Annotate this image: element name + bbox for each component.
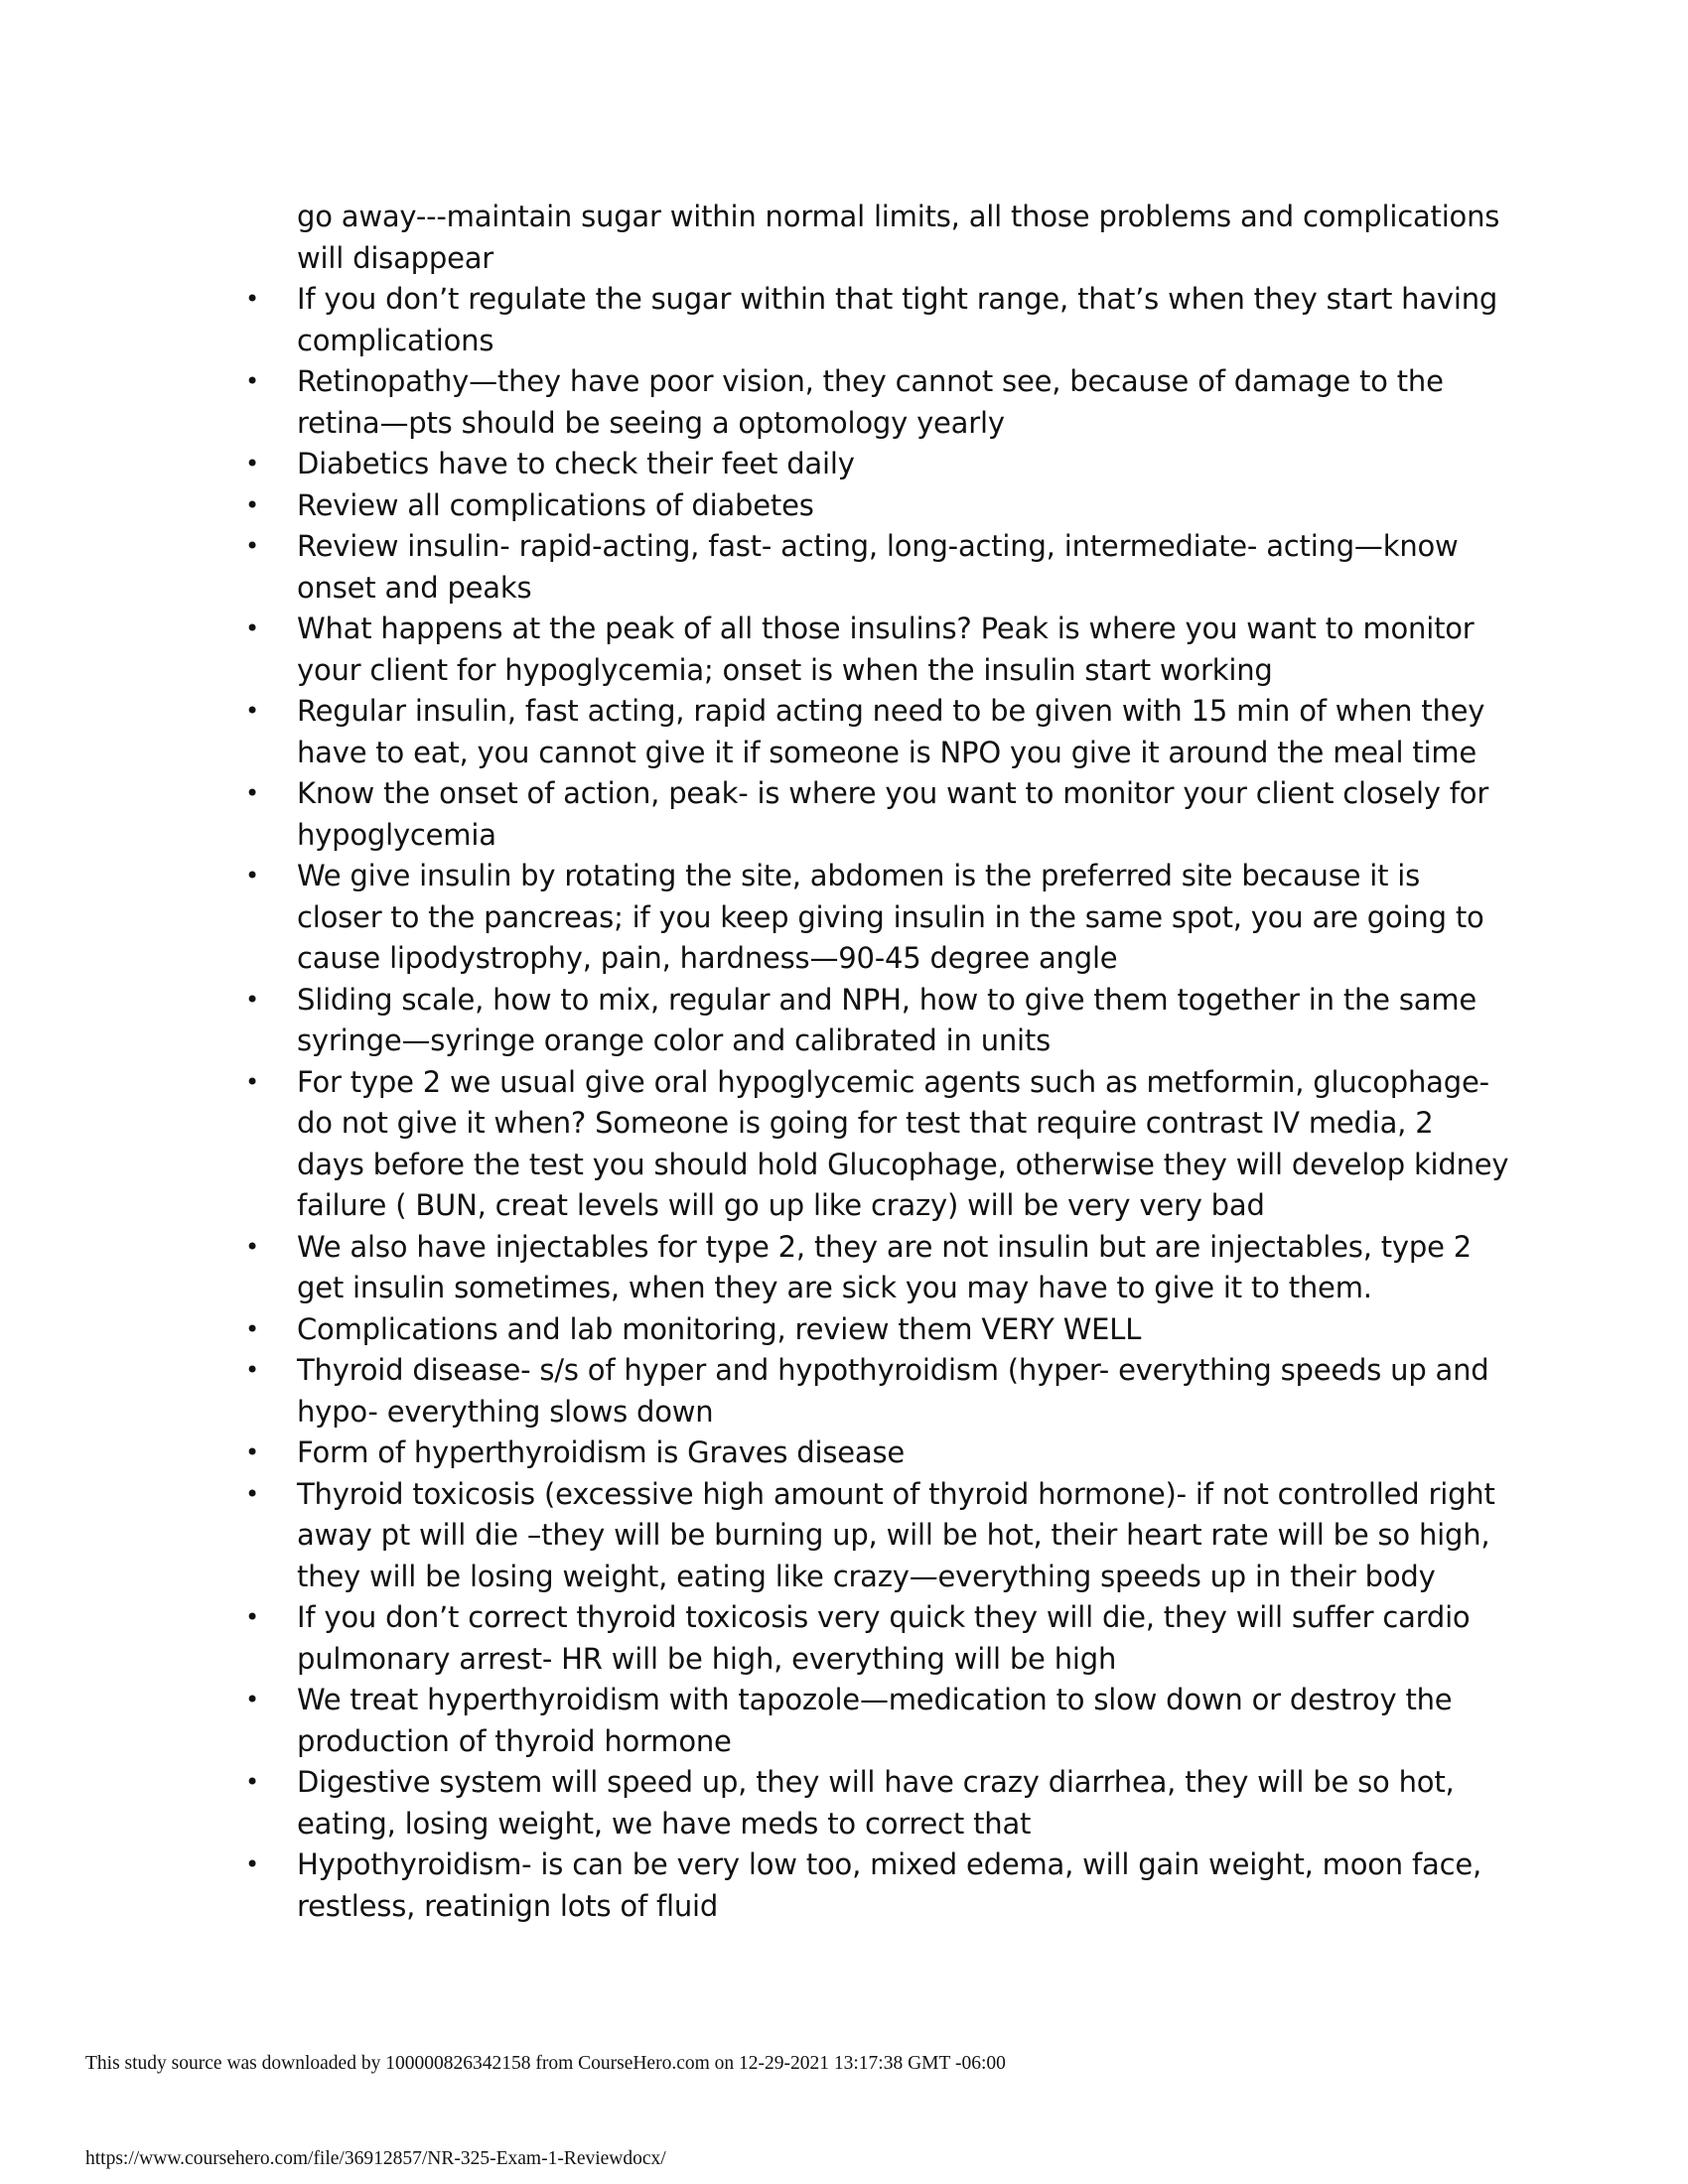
list-item [238,1350,1509,1433]
list-item [238,361,1509,444]
list-item [238,773,1509,856]
list-item [238,1474,1509,1598]
bullet-icon: • [245,367,259,395]
list-item-text: Form of hyperthyroidism is Graves disease [297,1435,906,1469]
list-item-text: Retinopathy—they have poor vision, they cannot see, because of damage to the retina—pts should be seeing a optomology yearly [297,364,1444,440]
bullet-icon: • [245,1356,259,1384]
list-item-text: We treat hyperthyroidism with tapozole—medication to slow down or destroy the production of thyroid hormone [297,1683,1453,1758]
list-item [238,1062,1509,1227]
bullet-icon: • [245,1232,259,1261]
bullet-icon: • [245,862,259,889]
list-item-text: Review all complications of diabetes [297,487,814,522]
notes-body [238,197,1509,1927]
list-item [238,279,1509,361]
list-item-text: For type 2 we usual give oral hypoglycemic agents such as metformin, glucophage- do not give it when? Someone is going for test that require contrast IV media, 2 days before the test you should hold Glucophage, otherwise they will develop kidney failure ( BUN, creat levels will go up like crazy) will be very very bad [297,1064,1509,1222]
bullet-icon: • [245,614,259,642]
bullet-icon: • [245,285,259,313]
list-item [238,526,1509,609]
bullet-icon: • [245,532,259,560]
bullet-icon: • [245,490,259,519]
bullet-icon: • [245,1438,259,1466]
list-item-text: We give insulin by rotating the site, abdomen is the preferred site because it is closer to the pancreas; if you keep giving insulin in the same spot, you are going to cause lipodystrophy, pain, hardness—90-45 degree angle [297,859,1484,975]
list-item-text: If you don’t correct thyroid toxicosis very quick they will die, they will suffer cardio pulmonary arrest- HR will be high, everything will be high [297,1600,1471,1676]
list-item-text: Thyroid toxicosis (excessive high amount of thyroid hormone)- if not controlled right away pt will die –they will be burning up, will be hot, their heart rate will be so high, they will be losing weight, eating like crazy—everything speeds up in their body [297,1476,1495,1593]
list-item [238,1433,1509,1474]
list-item-text: If you don’t regulate the sugar within that tight range, that’s when they start having complications [297,282,1498,357]
bullet-icon: • [245,779,259,807]
list-item [238,609,1509,691]
list-item-text: Complications and lab monitoring, review them VERY WELL [297,1311,1142,1346]
list-item-text: Hypothyroidism- is can be very low too, mixed edema, will gain weight, moon face, restless, reatinign lots of fluid [297,1847,1481,1923]
list-item-text: Sliding scale, how to mix, regular and NPH, how to give them together in the same syringe—syringe orange color and calibrated in units [297,982,1477,1057]
list-item [238,980,1509,1062]
bullet-icon: • [245,1768,259,1796]
list-item-text: Know the onset of action, peak- is where you want to monitor your client closely for hypoglycemia [297,776,1489,852]
list-item [238,1597,1509,1680]
list-item-text: What happens at the peak of all those insulins? Peak is where you want to monitor your client for hypoglycemia; onset is when the insulin start working [297,612,1475,687]
bullet-icon: • [245,985,259,1014]
bullet-icon: • [245,697,259,725]
list-item [238,1227,1509,1309]
list-item-text: Regular insulin, fast acting, rapid acting need to be given with 15 min of when they have to eat, you cannot give it if someone is NPO you give it around the meal time [297,694,1485,769]
list-item-text: We also have injectables for type 2, they are not insulin but are injectables, type 2 get insulin sometimes, when they are sick you may have to give it to them. [297,1229,1473,1304]
download-notice: This study source was downloaded by 100000826342158 from CourseHero.com on 12-29-2021 13:17:38 GMT -06:00 [85,2053,1006,2074]
list-item-text: Digestive system will speed up, they will have crazy diarrhea, they will be so hot, eating, losing weight, we have meds to correct that [297,1765,1455,1841]
bullet-icon: • [245,1479,259,1508]
continued-text: go away---maintain sugar within normal limits, all those problems and complications will disappear [297,200,1500,275]
notes-list [238,279,1509,1927]
list-item [238,1680,1509,1762]
bullet-icon: • [245,1067,259,1096]
list-item-text: Diabetics have to check their feet daily [297,447,855,480]
list-item [238,1309,1509,1351]
list-item [238,485,1509,527]
list-item [238,1762,1509,1844]
list-item-text: Review insulin- rapid-acting, fast- acting, long-acting, intermediate- acting—know onset and peaks [297,529,1459,605]
bullet-icon: • [245,1850,259,1878]
list-item [238,856,1509,980]
list-item [238,444,1509,485]
list-item [238,691,1509,773]
bullet-icon: • [245,1686,259,1713]
list-item [238,1844,1509,1927]
source-url: https://www.coursehero.com/file/36912857/NR-325-Exam-1-Reviewdocx/ [85,2148,666,2169]
bullet-icon: • [245,1603,259,1631]
bullet-icon: • [245,450,259,478]
list-item-text: Thyroid disease- s/s of hyper and hypothyroidism (hyper- everything speeds up and hypo- everything slows down [297,1353,1489,1429]
bullet-icon: • [245,1314,259,1343]
